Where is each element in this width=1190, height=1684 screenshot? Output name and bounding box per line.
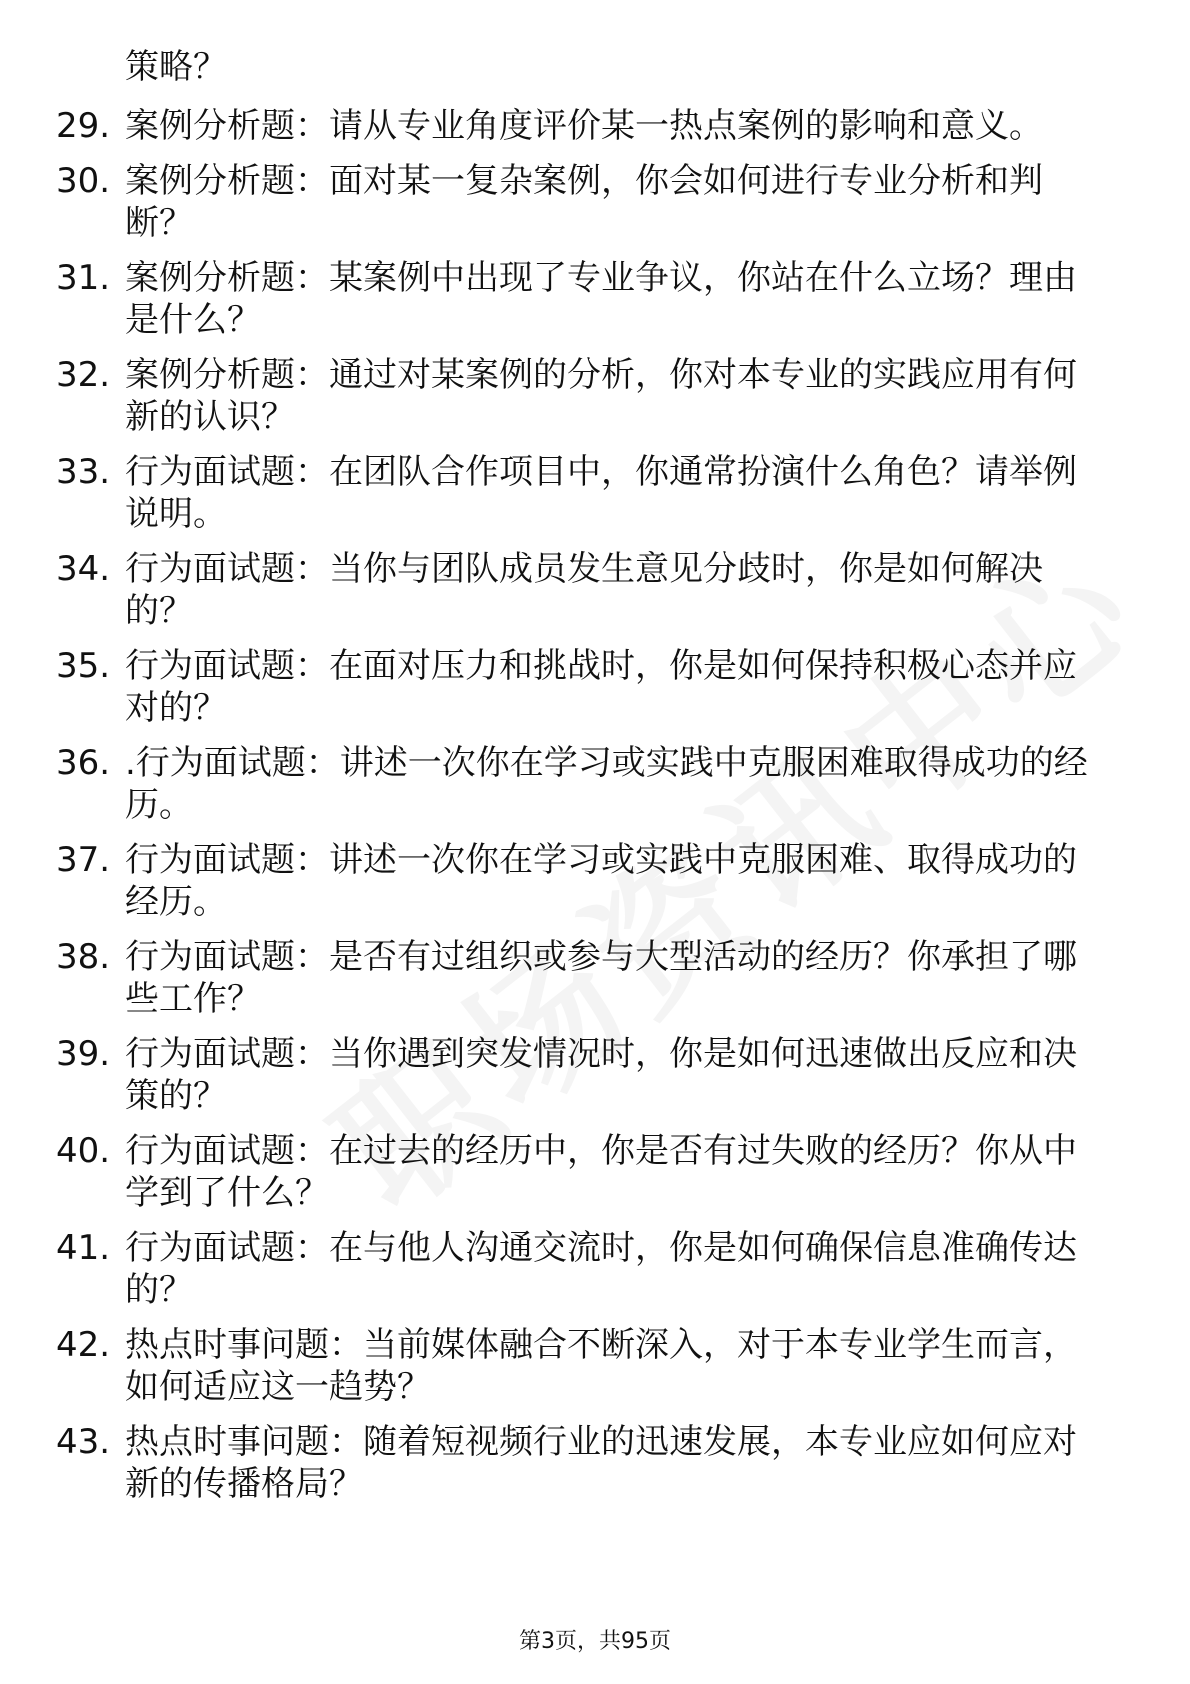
question-line: 行为面试题：当你与团队成员发生意见分歧时，你是如何解决 xyxy=(125,549,1043,589)
question-text xyxy=(125,105,1125,147)
question-line: 的？ xyxy=(125,1270,193,1310)
question-number: 40. xyxy=(56,1131,111,1171)
question-text xyxy=(125,1130,1125,1214)
question-line: 行为面试题：在与他人沟通交流时，你是如何确保信息准确传达 xyxy=(125,1228,1077,1268)
question-number: 32. xyxy=(56,355,111,395)
question-number: 38. xyxy=(56,937,111,977)
question-text xyxy=(125,548,1125,632)
question-text xyxy=(125,1033,1125,1117)
page-number-footer: 第3页，共95页 xyxy=(519,1629,671,1654)
question-number: 39. xyxy=(56,1034,111,1074)
question-line: 经历。 xyxy=(125,882,227,922)
question-number: 43. xyxy=(56,1422,111,1462)
question-number: 42. xyxy=(56,1325,111,1365)
question-line: 是什么？ xyxy=(125,300,261,340)
question-line: 案例分析题：某案例中出现了专业争议，你站在什么立场？理由 xyxy=(125,258,1077,298)
question-line: .行为面试题：讲述一次你在学习或实践中克服困难取得成功的经 xyxy=(125,743,1088,783)
question-line: 行为面试题：讲述一次你在学习或实践中克服困难、取得成功的 xyxy=(125,840,1077,880)
question-number: 35. xyxy=(56,646,111,686)
question-text xyxy=(125,645,1125,729)
question-line: 的？ xyxy=(125,591,193,631)
question-number: 41. xyxy=(56,1228,111,1268)
question-line: 热点时事问题：当前媒体融合不断深入，对于本专业学生而言， xyxy=(125,1325,1077,1365)
question-line: 热点时事问题：随着短视频行业的迅速发展，本专业应如何应对 xyxy=(125,1422,1077,1462)
question-line: 行为面试题：在过去的经历中，你是否有过失败的经历？你从中 xyxy=(125,1131,1077,1171)
question-line: 些工作？ xyxy=(125,979,261,1019)
question-line: 历。 xyxy=(125,785,193,825)
question-line: 行为面试题：是否有过组织或参与大型活动的经历？你承担了哪 xyxy=(125,937,1077,977)
question-text xyxy=(125,936,1125,1020)
question-line: 断？ xyxy=(125,203,193,243)
question-number: 34. xyxy=(56,549,111,589)
question-line: 行为面试题：在团队合作项目中，你通常扮演什么角色？请举例 xyxy=(125,452,1077,492)
question-line: 案例分析题：面对某一复杂案例，你会如何进行专业分析和判 xyxy=(125,161,1043,201)
question-line: 行为面试题：当你遇到突发情况时，你是如何迅速做出反应和决 xyxy=(125,1034,1077,1074)
question-line: 新的认识？ xyxy=(125,397,295,437)
question-text xyxy=(125,1227,1125,1311)
question-number: 31. xyxy=(56,258,111,298)
question-line: 说明。 xyxy=(125,494,227,534)
question-number: 37. xyxy=(56,840,111,880)
question-number: 30. xyxy=(56,161,111,201)
question-line: 行为面试题：在面对压力和挑战时，你是如何保持积极心态并应 xyxy=(125,646,1077,686)
question-text xyxy=(125,839,1125,923)
question-text xyxy=(125,451,1125,535)
question-line: 新的传播格局？ xyxy=(125,1464,363,1504)
question-text xyxy=(125,1421,1125,1505)
question-line: 如何适应这一趋势？ xyxy=(125,1367,431,1407)
question-line: 对的？ xyxy=(125,688,227,728)
continuation-text: 策略？ xyxy=(125,47,227,87)
question-text xyxy=(125,257,1125,341)
question-text xyxy=(125,1324,1125,1408)
question-line: 策的？ xyxy=(125,1076,227,1116)
question-text xyxy=(125,354,1125,438)
question-line: 学到了什么？ xyxy=(125,1173,329,1213)
question-line: 案例分析题：通过对某案例的分析，你对本专业的实践应用有何 xyxy=(125,355,1077,395)
question-number: 33. xyxy=(56,452,111,492)
question-text xyxy=(125,742,1125,826)
question-number: 29. xyxy=(56,106,111,146)
question-number: 36. xyxy=(56,743,111,783)
question-line: 案例分析题：请从专业角度评价某一热点案例的影响和意义。 xyxy=(125,106,1043,146)
question-text xyxy=(125,160,1125,244)
